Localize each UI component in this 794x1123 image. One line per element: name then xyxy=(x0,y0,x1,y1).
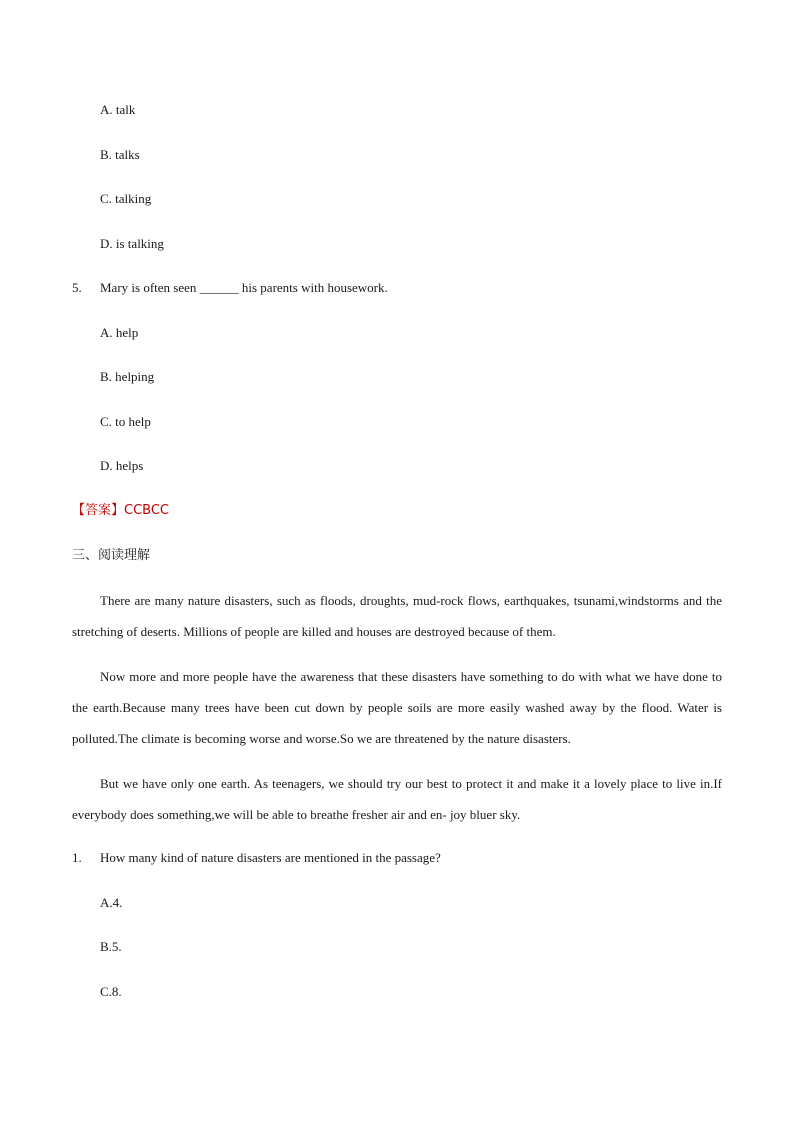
section-title: 三、阅读理解 xyxy=(72,548,151,563)
rq1-number: 1. xyxy=(72,850,82,865)
rq1-text: How many kind of nature disasters are mentioned in the passage? xyxy=(100,850,441,865)
answer-key: 【答案】CCBCC xyxy=(72,503,169,518)
q5-text: Mary is often seen ______ his parents with housework. xyxy=(100,280,388,295)
q5-option-d: D. helps xyxy=(100,458,144,473)
rq1-option-b: B.5. xyxy=(100,939,122,954)
q4-option-c: C. talking xyxy=(100,191,152,206)
passage-paragraph-1: There are many nature disasters, such as floods, droughts, mud-rock flows, earthquakes, tsunami,windstorms and the stretching of deserts. Millions of people are killed and houses are destroyed because of them. xyxy=(72,593,722,639)
q5-number: 5. xyxy=(72,280,82,295)
passage-paragraph-2: Now more and more people have the awareness that these disasters have something to do with what we have done to the earth.Because many trees have been cut down by people soils are more easily washed away by the flood. Water is polluted.The climate is becoming worse and worse.So we are threatened by the nature disasters. xyxy=(72,669,722,746)
rq1-option-c: C.8. xyxy=(100,984,122,999)
q4-option-a: A. talk xyxy=(100,102,136,117)
q5-option-c: C. to help xyxy=(100,414,151,429)
passage-paragraph-3: But we have only one earth. As teenagers, we should try our best to protect it and make it a lovely place to live in.If everybody does something,we will be able to breathe fresher air and en- joy bluer sky. xyxy=(72,776,722,822)
q4-option-b: B. talks xyxy=(100,147,140,162)
q5-option-a: A. help xyxy=(100,325,139,340)
q4-option-d: D. is talking xyxy=(100,236,164,251)
q5-option-b: B. helping xyxy=(100,369,155,384)
rq1-option-a: A.4. xyxy=(100,895,123,910)
